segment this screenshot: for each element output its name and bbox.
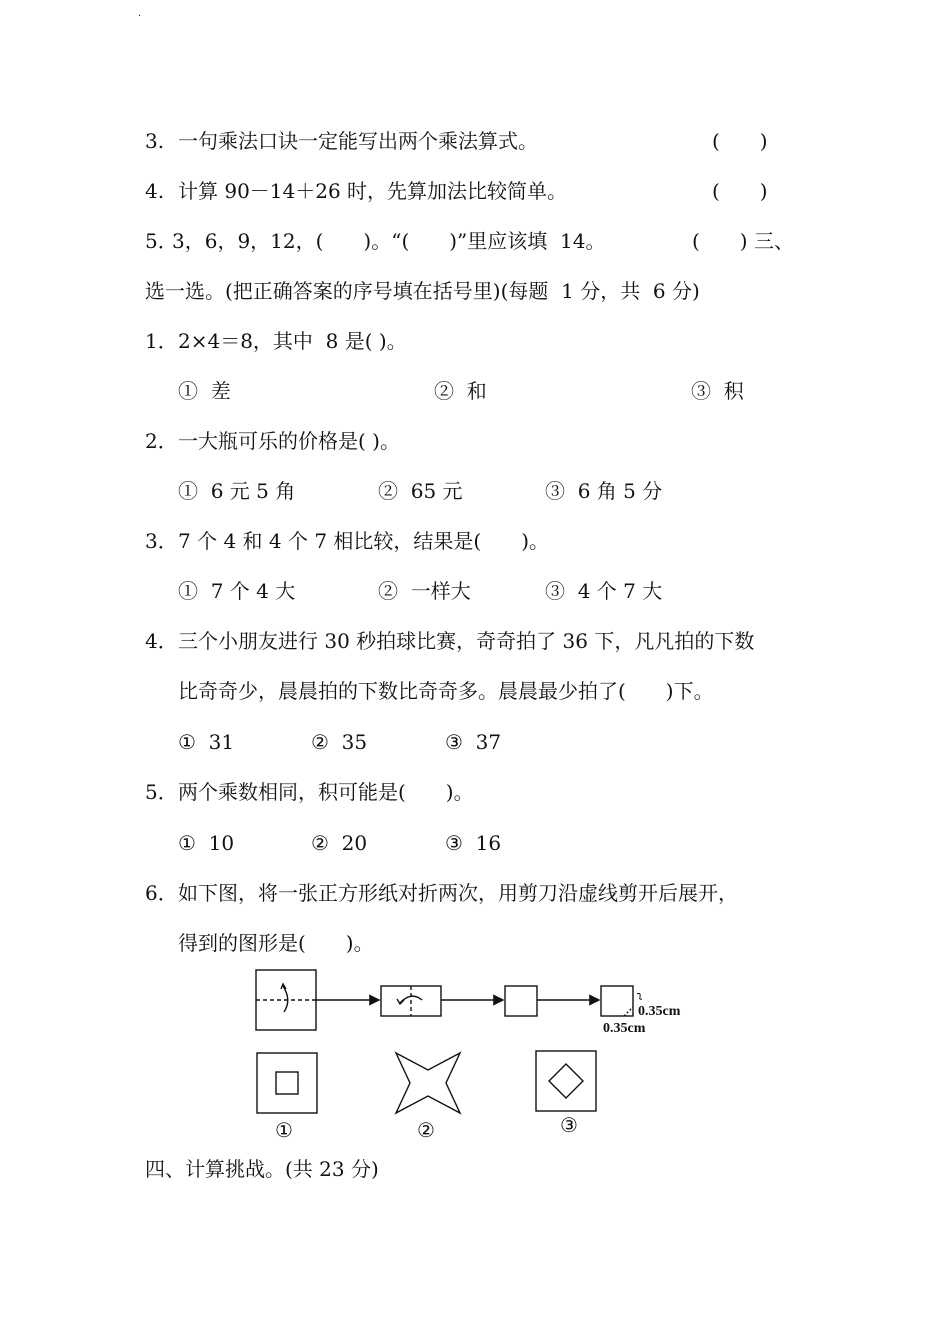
question-5-text: 两个乘数相同，积可能是( )。 — [178, 780, 474, 804]
question-2-text: 一大瓶可乐的价格是( )。 — [178, 429, 400, 453]
question-3-option-3[interactable]: ③ 4 个 7 大 — [545, 579, 663, 603]
judge-item-3-answer[interactable]: ( ) — [712, 129, 768, 153]
question-5-option-1[interactable]: ① 10 — [178, 831, 235, 855]
choice-1-inner-square — [276, 1072, 298, 1094]
judge-item-4-text: 计算 90－14＋26 时，先算加法比较简单。 — [178, 179, 568, 203]
question-1-number: 1． — [145, 329, 178, 353]
question-6-text: 如下图，将一张正方形纸对折两次，用剪刀沿虚线剪开后展开， — [178, 881, 738, 905]
question-3-text: 7 个 4 和 4 个 7 相比较，结果是( )。 — [178, 529, 550, 553]
section-4-title: 四、计算挑战。(共 23 分) — [145, 1157, 379, 1181]
measure-label-1: 0.35cm — [638, 1004, 681, 1019]
question-4-number: 4． — [145, 629, 178, 653]
judge-item-5-answer[interactable]: ( ) 三、 — [692, 229, 794, 253]
measure-label-2: 0.35cm — [603, 1021, 646, 1036]
question-6-text-line-2: 得到的图形是( )。 — [178, 931, 374, 955]
choice-3-inner-diamond — [549, 1064, 583, 1098]
question-4-text-line-2: 比奇奇少，晨晨拍的下数比奇奇多。晨晨最少拍了( )下。 — [178, 679, 714, 703]
question-1-option-3[interactable]: ③ 积 — [691, 379, 744, 403]
judge-item-3-text: 一句乘法口诀一定能写出两个乘法算式。 — [178, 129, 538, 153]
paper-folding-figure — [0, 960, 950, 1150]
question-4-option-1[interactable]: ① 31 — [178, 730, 235, 754]
choice-2-cross-shape — [396, 1053, 460, 1113]
choice-2-label[interactable]: ② — [417, 1120, 435, 1142]
question-5-option-3[interactable]: ③ 16 — [445, 831, 502, 855]
question-3-number: 3． — [145, 529, 178, 553]
question-3-option-2[interactable]: ② 一样大 — [378, 579, 471, 603]
question-2-number: 2． — [145, 429, 178, 453]
judge-item-4-number: 4. — [145, 179, 165, 203]
judge-item-5-number: 5． — [145, 229, 178, 253]
question-5-number: 5． — [145, 780, 178, 804]
judge-item-4-answer[interactable]: ( ) — [712, 179, 768, 203]
question-4-option-3[interactable]: ③ 37 — [445, 730, 502, 754]
question-6-number: 6． — [145, 881, 178, 905]
question-2-option-1[interactable]: ① 6 元 5 角 — [178, 479, 296, 503]
step-1-fold-arrow-icon — [283, 986, 288, 1012]
step-4-cut-line — [624, 1007, 633, 1016]
choice-3-label[interactable]: ③ — [560, 1115, 578, 1137]
question-1-option-2[interactable]: ② 和 — [434, 379, 487, 403]
choice-3-square — [536, 1051, 596, 1111]
scissors-icon — [637, 993, 642, 999]
section-3-title: 选一选。(把正确答案的序号填在括号里)(每题 1 分，共 6 分) — [145, 279, 700, 303]
question-1-option-1[interactable]: ① 差 — [178, 379, 231, 403]
question-3-option-1[interactable]: ① 7 个 4 大 — [178, 579, 296, 603]
judge-item-3-number: 3. — [145, 129, 165, 153]
step-3-square — [505, 986, 537, 1016]
question-2-option-3[interactable]: ③ 6 角 5 分 — [545, 479, 663, 503]
question-1-text: 2×4＝8，其中 8 是( )。 — [178, 329, 407, 353]
choice-1-square — [257, 1053, 317, 1113]
question-4-option-2[interactable]: ② 35 — [311, 730, 368, 754]
top-mark: . — [138, 8, 142, 19]
judge-item-5-text: 3，6，9，12，( )。“( )”里应该填 14。 — [172, 229, 606, 253]
step-4-square — [601, 986, 633, 1016]
choice-1-label[interactable]: ① — [275, 1120, 293, 1142]
question-4-text: 三个小朋友进行 30 秒拍球比赛，奇奇拍了 36 下，凡凡拍的下数 — [178, 629, 755, 653]
question-2-option-2[interactable]: ② 65 元 — [378, 479, 463, 503]
question-5-option-2[interactable]: ② 20 — [311, 831, 368, 855]
